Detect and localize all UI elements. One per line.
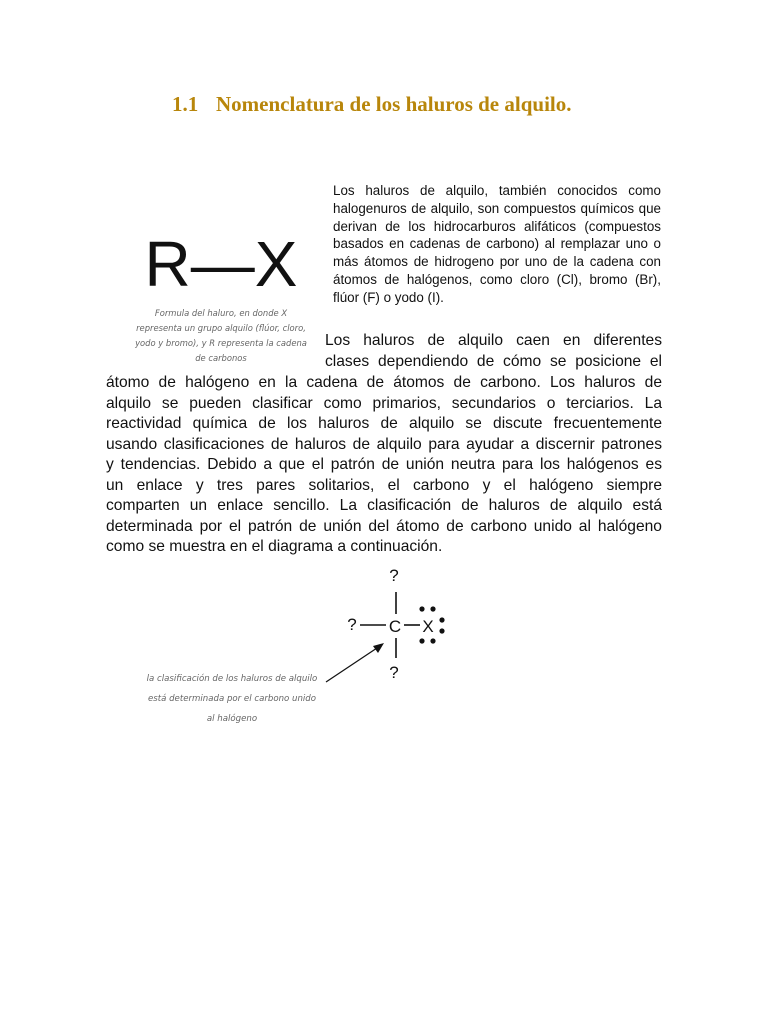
rx-figure-caption: Formula del haluro, en donde X representa un grupo alquilo (flúor, cloro, yodo y bromo), y R representa la cadena de carbonos	[135, 308, 307, 363]
top-substituent: ?	[389, 566, 399, 585]
carbon-atom: C	[388, 617, 402, 636]
paragraph-line: un enlace y tres pares solitarios, el carbono y el halógeno siempre	[106, 476, 662, 494]
section-heading	[172, 92, 732, 117]
paragraph-line: usando clasificaciones de haluros de alquilo para ayudar a discernir patrones	[106, 435, 662, 453]
section-number: 1.1	[172, 92, 199, 116]
paragraph-line: reactividad química de los haluros de alquilo se discute frecuentemente	[106, 415, 662, 432]
paragraph-line: átomo de halógeno en la cadena de átomos de carbono. Los haluros de	[106, 374, 662, 391]
paragraph-line: comparten un enlace sencillo. La clasificación de haluros de alquilo está	[106, 497, 662, 514]
halogen-atom: X	[422, 617, 434, 636]
left-substituent: ?	[347, 615, 357, 634]
intro-paragraph	[333, 182, 661, 307]
paragraph-line: como se muestra en el diagrama a continuación.	[106, 538, 443, 555]
structure-caption: la clasificación de los haluros de alquilo está determinada por el carbono unido al halógeno	[146, 674, 318, 724]
paragraph-line: Los haluros de alquilo caen en diferentes	[325, 332, 662, 349]
section-title: Nomenclatura de los haluros de alquilo.	[216, 92, 572, 116]
pointer-arrow	[322, 636, 392, 686]
paragraph-line: clases dependiendo de cómo se posicione el	[325, 352, 662, 370]
rx-formula: R—X	[144, 228, 298, 296]
bottom-substituent: ?	[389, 663, 399, 682]
intro-paragraph-text: Los haluros de alquilo, también conocidos como halogenuros de alquilo, son compuestos químicos que derivan de los hidrocarburos alifáticos (compuestos basados en cadenas de carbono) al remplazar uno o más átomos de hidrogeno por uno de la cadena con átomos de halógenos, como cloro (Cl), bromo (Br), flúor (F) o yodo (I).	[333, 183, 661, 305]
main-paragraph	[106, 373, 662, 558]
paragraph-line: alquilo se pueden clasificar como primarios, secundarios o terciarios. La	[106, 394, 662, 412]
main-paragraph-indented	[325, 331, 662, 372]
paragraph-line: y tendencias. Debido a que el patrón de unión neutra para los halógenos es	[106, 456, 662, 473]
paragraph-line: determinada por el patrón de unión del átomo de carbono unido al halógeno	[106, 517, 662, 535]
rx-formula-figure	[140, 220, 302, 296]
